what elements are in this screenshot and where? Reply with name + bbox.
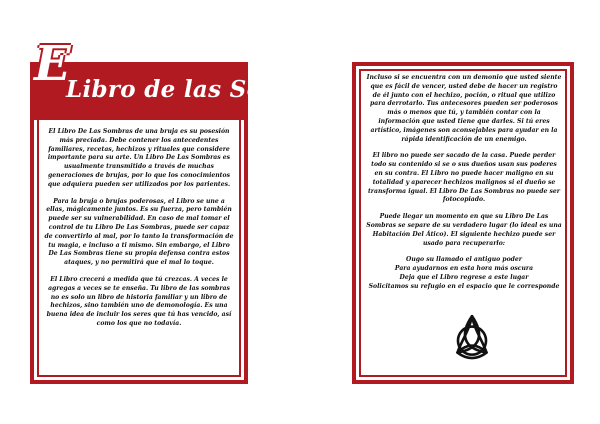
- spell-verse: [366, 256, 562, 291]
- left-paragraph-3: El Libro crecerá a medida que tú crezcas. A veces le agregas a veces se te enseña. Tu libro de las sombras no es solo un libro de historia familiar y un libro de hechizos, sino también uno de demonología. Es una buena idea de incluir los seres que tú has vencido, así como los que no todavía.: [46, 275, 232, 327]
- right-paragraph-1: Incluso si se encuentra con un demonio que usted siente que es fácil de vencer, usted debe de hacer un registro de él junto con el hechizo, poción, o ritual que utilizo para derrotarlo. Tus antecesores pueden ser poderosos más o menos que tú, y también contar con la información que usted tiene que darles. Si tú eres artístico, imágenes son aconsejables para ayudar en la rápida identificación de un enemigo.: [366, 74, 562, 143]
- right-page-text: [366, 74, 562, 292]
- right-paragraph-3: Puede llegar un momento en que su Libro De Las Sombras se separe de su verdadero lugar (lo ideal es una Habitación Del Ático). El siguiente hechizo puede ser usado para recuperarlo:: [366, 213, 562, 247]
- spell-line: Solicitamos su refugio en el espacio que le corresponde: [368, 282, 560, 290]
- left-page-text: [44, 128, 234, 337]
- right-paragraph-2: El libro no puede ser sacado de la casa. Puede perder todo su contenido si se o sus dueños usan sus poderes en su contra. El Libro no puede hacer maligno en su totalidad y aparecer hechizos malignos si el dueño se transforma igual. El Libro De Las Sombras no puede ser fotocopiado.: [367, 152, 560, 204]
- left-paragraph-1: El Libro De Las Sombras de una bruja es su posesión más preciada. Debe contener los antecedentes familiares, recetas, hechizos y rituales que considere importante para su arte. Un Libro De Las Sombras es usualmente transmitido a través de muchas generaciones de brujas, por lo que los conocimientos que adquiera pueden ser utilizados por los parientes.: [47, 128, 231, 188]
- left-paragraph-2: Para la bruja o brujas poderosas, el Libro se une a ellas, mágicamente juntos. Es su fuerza, pero también puede ser su vulnerabilidad. En caso de mal tomar el control de tu Libro De Las Sombras, puede ser capaz de convertirlo al mal, por lo tanto la transformación de tu magia, e incluso a ti mismo. Sin embargo, el Libro De Las Sombras tiene su propia defensa contra estos ataques, y no permitirá que el mal lo toque.: [44, 197, 234, 267]
- spell-line: Deja que el Libro regrese a este lugar: [399, 273, 529, 281]
- spell-line: Para ayudarnos en esta hora más oscura: [394, 265, 534, 273]
- triquetra-icon: [446, 312, 498, 364]
- spell-line: Ougo su llamado el antiguo poder: [406, 256, 522, 264]
- title-initial: E: [34, 36, 71, 92]
- page-title: Libro de las Sombras: [66, 76, 345, 103]
